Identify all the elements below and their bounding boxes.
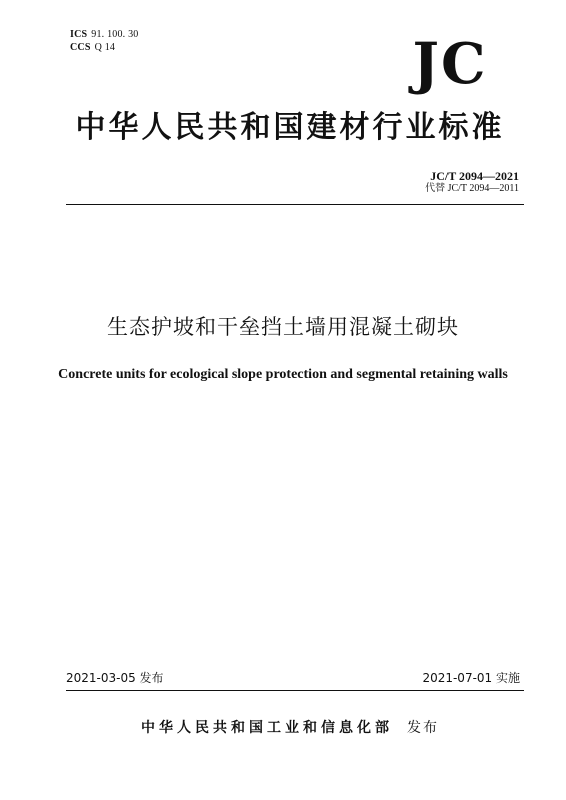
replaces-standard: 代替 JC/T 2094—2011 (425, 183, 519, 194)
top-divider (66, 204, 524, 205)
issuer-name: 中华人民共和国工业和信息化部 (141, 720, 393, 736)
ccs-code (70, 42, 115, 54)
issue-date: 2021-03-05 发布 (66, 671, 164, 685)
document-title-chinese: 生态护坡和干垒挡土墙用混凝土砌块 (107, 315, 459, 339)
bottom-divider (66, 690, 524, 691)
implementation-date: 2021-07-01 实施 (422, 671, 520, 685)
standard-authority-title: 中华人民共和国建材行业标准 (75, 110, 505, 145)
ics-code (70, 29, 138, 41)
ccs-value: Q 14 (94, 42, 116, 53)
ics-value: 91. 100. 30 (91, 29, 139, 40)
ccs-label: CCS (70, 42, 91, 53)
issuing-body (60, 717, 520, 739)
standard-number: JC/T 2094—2021 (430, 169, 519, 183)
jc-logo: JC (412, 31, 488, 97)
ics-label: ICS (70, 29, 88, 40)
document-title-english: Concrete units for ecological slope protection and segmental retaining walls (58, 367, 508, 382)
issuer-action: 发布 (407, 720, 439, 736)
